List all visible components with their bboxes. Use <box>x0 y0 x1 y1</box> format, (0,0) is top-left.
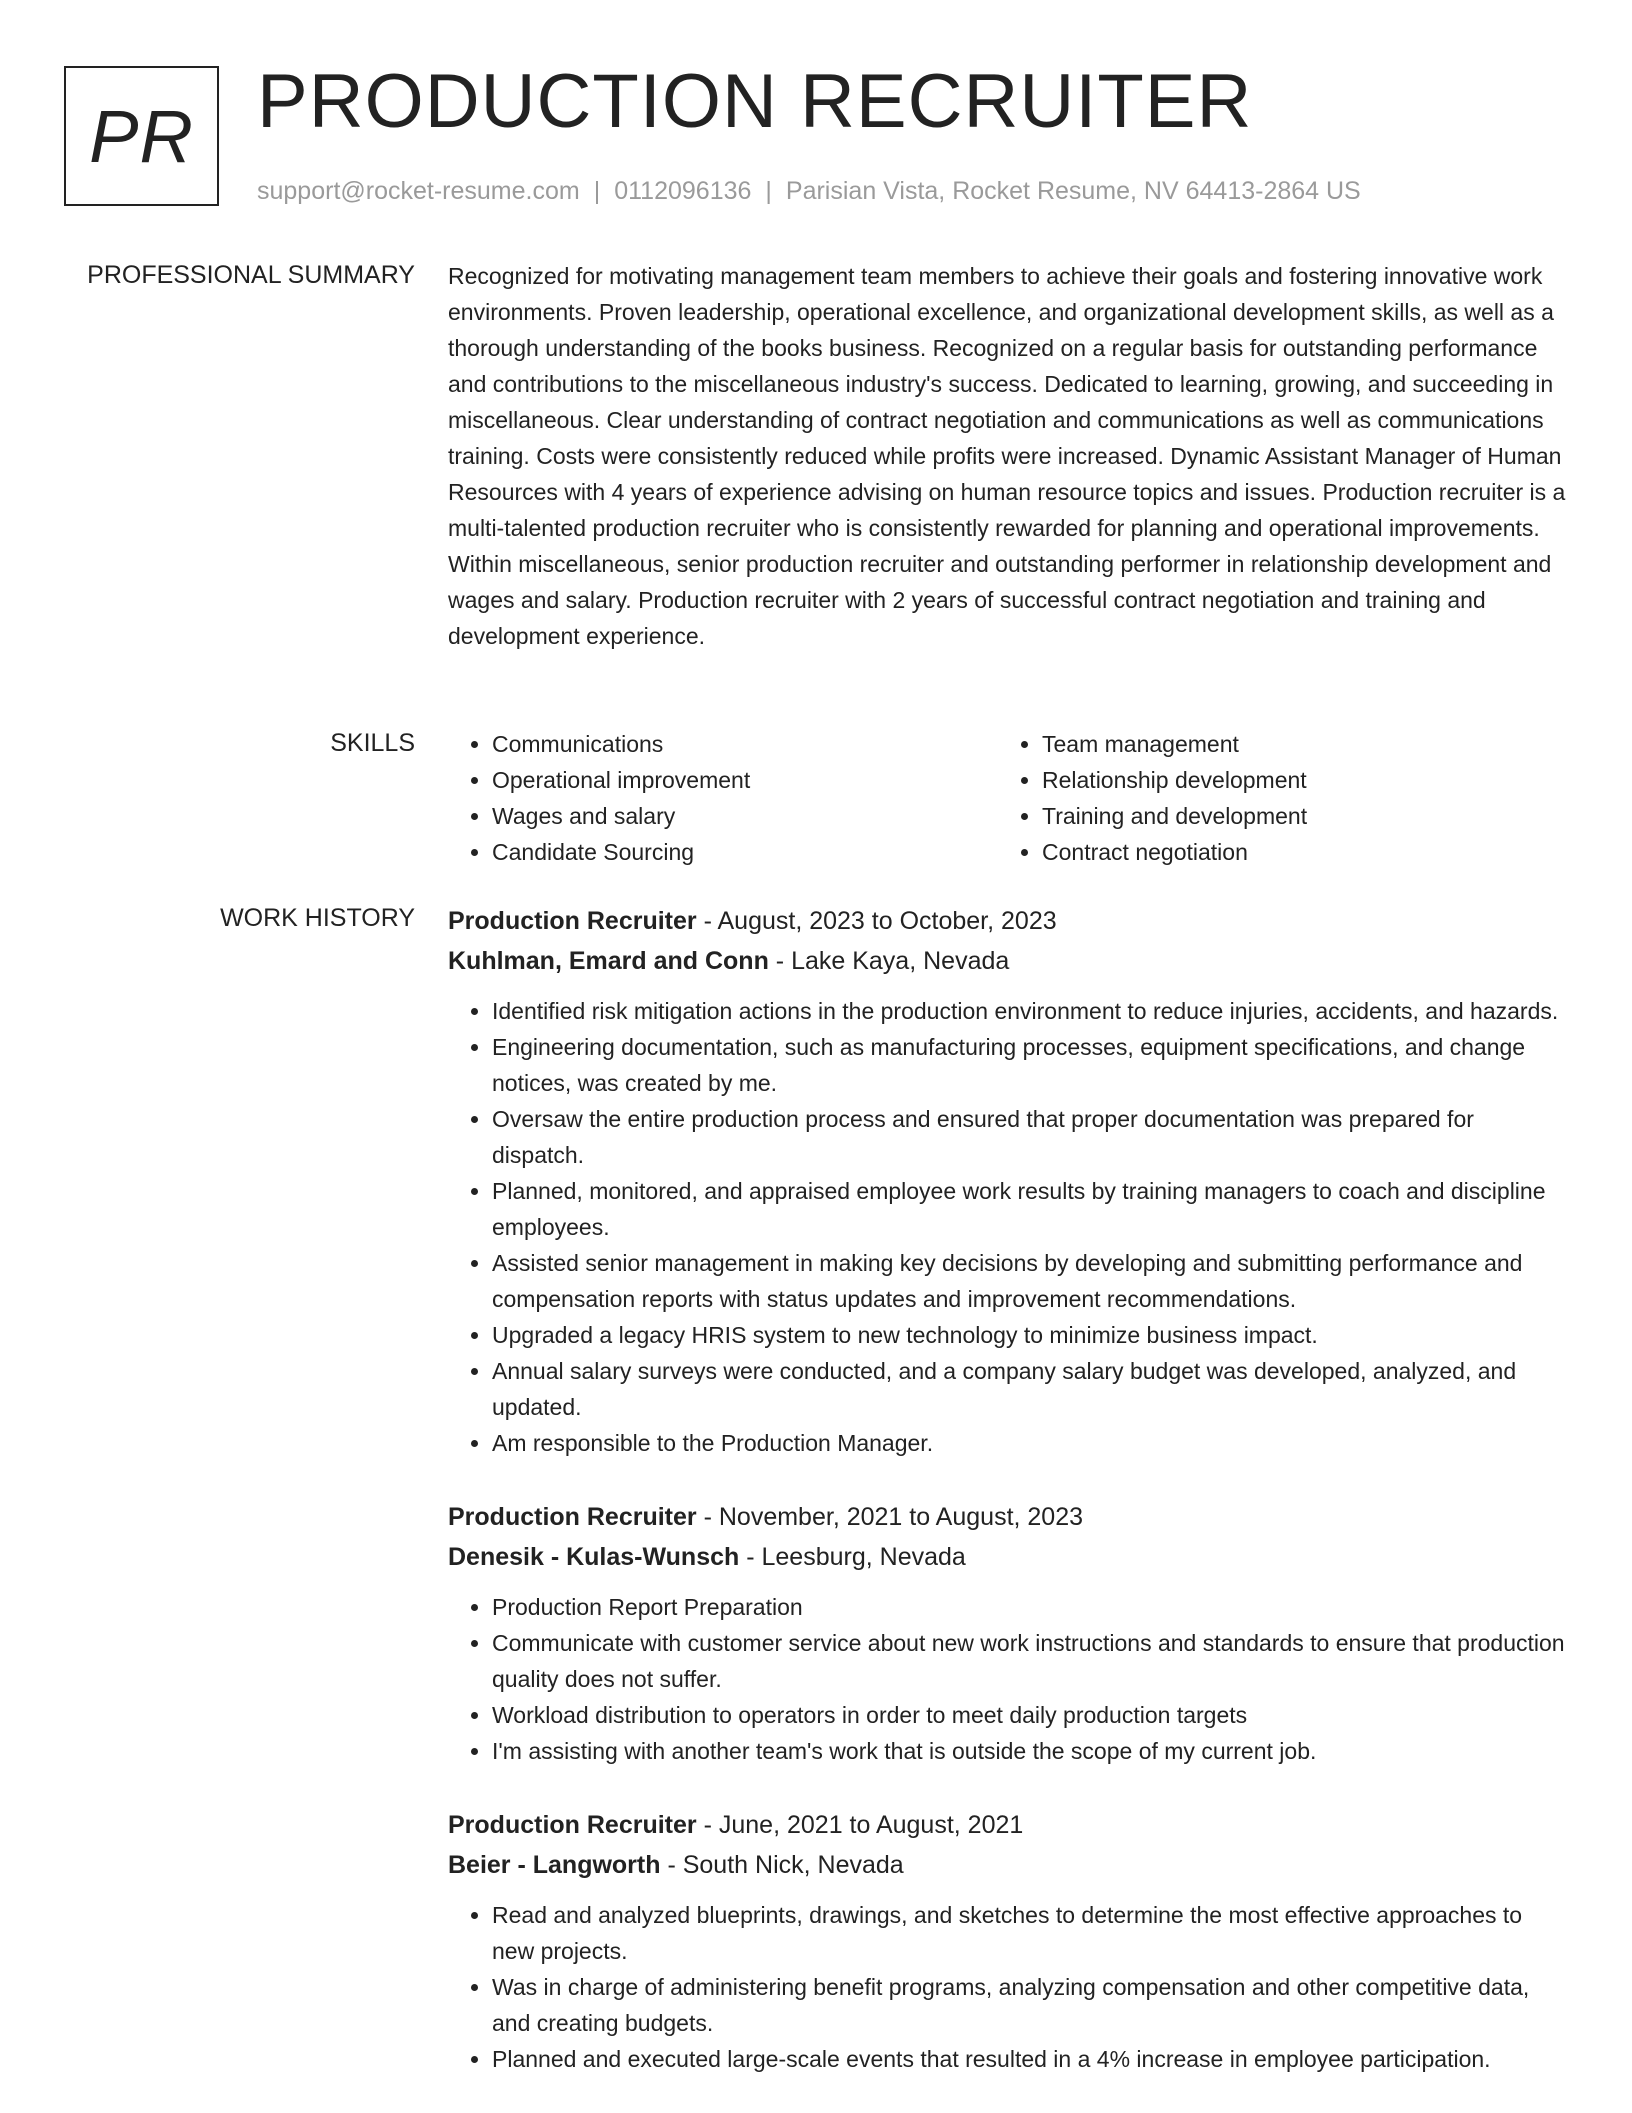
job-title: Production Recruiter <box>448 1503 697 1531</box>
skill-item: • Candidate Sourcing <box>492 834 998 870</box>
job-title-line <box>448 1805 1568 1845</box>
job-bullet: • Am responsible to the Production Manager. <box>492 1425 1568 1461</box>
job-title: Production Recruiter <box>448 1811 697 1839</box>
skill-item: • Contract negotiation <box>1042 834 1548 870</box>
job-entry <box>448 1497 1568 1769</box>
job-bullet: • Upgraded a legacy HRIS system to new technology to minimize business impact. <box>492 1317 1568 1353</box>
job-bullets <box>448 1897 1568 2077</box>
job-location: - Leesburg, Nevada <box>739 1543 966 1571</box>
contact-address: Parisian Vista, Rocket Resume, NV 64413-2864 US <box>785 177 1361 205</box>
skill-item: • Relationship development <box>1042 762 1548 798</box>
section-label-summary: PROFESSIONAL SUMMARY <box>87 261 415 289</box>
skill-item: • Wages and salary <box>492 798 998 834</box>
job-dates: - August, 2023 to October, 2023 <box>696 907 1057 935</box>
job-company-line <box>448 1537 1568 1577</box>
skill-item: • Training and development <box>1042 798 1548 834</box>
summary-text: Recognized for motivating management team members to achieve their goals and fostering innovative work environments. Proven leadership, operational excellence, and organizational development skills, as well as a thorough understanding of the books business. Recognized on a regular basis for outstanding performance and contributions to the miscellaneous industry's success. Dedicated to learning, growing, and succeeding in miscellaneous. Clear understanding of contract negotiation and communications as well as communications training. Costs were consistently reduced while profits were increased. Dynamic Assistant Manager of Human Resources with 4 years of experience advising on human resource topics and issues. Production recruiter is a multi-talented production recruiter who is consistently rewarded for planning and operational improvements. Within miscellaneous, senior production recruiter and outstanding performer in relationship development and wages and salary. Production recruiter with 2 years of successful contract negotiation and training and development experience. <box>448 263 1566 649</box>
job-title-line <box>448 901 1568 941</box>
skills-body <box>448 726 1568 870</box>
job-company: Beier - Langworth <box>448 1851 661 1879</box>
job-bullet: • Planned and executed large-scale events that resulted in a 4% increase in employee participation. <box>492 2041 1568 2077</box>
job-bullet: • I'm assisting with another team's work that is outside the scope of my current job. <box>492 1733 1568 1769</box>
job-bullet: • Oversaw the entire production process and ensured that proper documentation was prepared for dispatch. <box>492 1101 1568 1173</box>
contact-phone[interactable]: 0112096136 <box>614 177 752 205</box>
job-bullet: • Read and analyzed blueprints, drawings, and sketches to determine the most effective approaches to new projects. <box>492 1897 1568 1969</box>
skills-list-left <box>448 726 998 870</box>
job-company-line <box>448 941 1568 981</box>
job-bullet: • Engineering documentation, such as manufacturing processes, equipment specifications, and change notices, was created by me. <box>492 1029 1568 1101</box>
job-bullets <box>448 1589 1568 1769</box>
job-entry <box>448 1805 1568 2077</box>
job-title: Production Recruiter <box>448 907 697 935</box>
job-company: Kuhlman, Emard and Conn <box>448 947 769 975</box>
job-title-line <box>448 1497 1568 1537</box>
summary-body <box>448 258 1568 654</box>
job-bullet: • Planned, monitored, and appraised employee work results by training managers to coach and discipline employees. <box>492 1173 1568 1245</box>
skill-item: • Operational improvement <box>492 762 998 798</box>
section-label-skills: SKILLS <box>330 729 415 757</box>
job-location: - Lake Kaya, Nevada <box>768 947 1010 975</box>
job-bullet: • Workload distribution to operators in order to meet daily production targets <box>492 1697 1568 1733</box>
contact-separator: | <box>765 177 772 205</box>
section-label-work-history: WORK HISTORY <box>220 904 415 932</box>
contact-separator: | <box>593 177 601 205</box>
job-bullet: • Annual salary surveys were conducted, and a company salary budget was developed, analyzed, and updated. <box>492 1353 1568 1425</box>
job-bullet: • Was in charge of administering benefit programs, analyzing compensation and other competitive data, and creating budgets. <box>492 1969 1568 2041</box>
job-company-line <box>448 1845 1568 1885</box>
monogram-initials: PR <box>89 94 194 178</box>
job-dates: - November, 2021 to August, 2023 <box>696 1503 1084 1531</box>
skill-item: • Communications <box>492 726 998 762</box>
skill-item: • Team management <box>1042 726 1548 762</box>
job-location: - South Nick, Nevada <box>660 1851 904 1879</box>
job-company: Denesik - Kulas-Wunsch <box>448 1543 740 1571</box>
job-entry <box>448 901 1568 1461</box>
contact-email[interactable]: support@rocket-resume.com <box>257 177 580 205</box>
candidate-name: PRODUCTION RECRUITER <box>257 59 1253 144</box>
job-bullet: • Communicate with customer service about new work instructions and standards to ensure that production quality does not suffer. <box>492 1625 1568 1697</box>
skills-list-right <box>998 726 1548 870</box>
job-bullet: • Production Report Preparation <box>492 1589 1568 1625</box>
work-history-body <box>448 901 1568 2113</box>
job-dates: - June, 2021 to August, 2021 <box>696 1811 1024 1839</box>
contact-line <box>257 174 1361 208</box>
job-bullet: • Identified risk mitigation actions in the production environment to reduce injuries, accidents, and hazards. <box>492 993 1568 1029</box>
monogram-box <box>64 66 219 206</box>
job-bullet: • Assisted senior management in making key decisions by developing and submitting performance and compensation reports with status updates and improvement recommendations. <box>492 1245 1568 1317</box>
job-bullets <box>448 993 1568 1461</box>
